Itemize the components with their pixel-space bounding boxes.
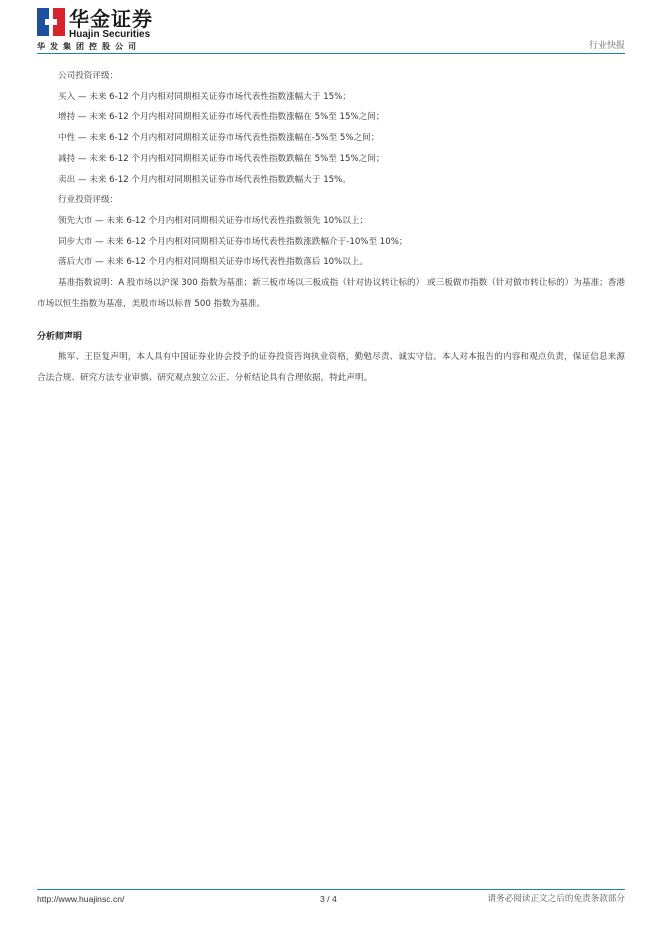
logo-subtitle: 华发集团控股公司 [37,42,141,51]
industry-rating-heading: 行业投资评级： [58,195,119,206]
rating-neutral: 中性 — 未来 6-12 个月内相对同期相关证券市场代表性指数涨幅在-5%至 5%之间； [58,133,380,144]
rating-market-perform: 同步大市 — 未来 6-12 个月内相对同期相关证券市场代表性指数涨跌幅介于-10%至 10%； [58,236,408,247]
huajin-logo-icon [37,8,65,36]
analyst-statement-title: 分析师声明 [37,332,83,343]
page-footer [37,893,625,905]
rating-overweight: 增持 — 未来 6-12 个月内相对同期相关证券市场代表性指数涨幅在 5%至 15%之间； [58,112,385,123]
rating-buy: 买入 — 未来 6-12 个月内相对同期相关证券市场代表性指数涨幅大于 15%； [58,91,351,102]
page-number: 3 / 4 [320,894,337,904]
footer-divider [37,889,625,890]
logo-chinese-name: 华金证券 [69,7,153,31]
header-divider [37,53,625,54]
rating-underperform: 落后大市 — 未来 6-12 个月内相对同期相关证券市场代表性指数落后 10%以上。 [58,257,369,268]
disclaimer-note: 请务必阅读正文之后的免责条款部分 [487,894,625,904]
benchmark-note: 基准指数说明：A 股市场以沪深 300 指数为基准；新三板市场以三板成指（针对协议转让标的） 或三板做市指数（针对做市转让标的）为基准；香港市场以恒生指数为基准，美股市场以标普 500 指数为基准。 [37,278,625,309]
rating-outperform: 领先大市 — 未来 6-12 个月内相对同期相关证券市场代表性指数领先 10%以上； [58,215,369,226]
page-content [37,66,625,389]
analyst-statement-body: 熊军、王臣复声明，本人具有中国证券业协会授予的证券投资咨询执业资格，勤勉尽责、诚实守信。本人对本报告的内容和观点负责，保证信息来源合法合规、研究方法专业审慎、研究观点独立公正、分析结论具有合理依据，特此声明。 [37,352,625,384]
rating-underweight: 减持 — 未来 6-12 个月内相对同期相关证券市场代表性指数跌幅在 5%至 15%之间； [58,153,385,164]
report-type-label: 行业快报 [588,41,625,51]
page-header [37,8,625,54]
company-rating-heading: 公司投资评级： [58,71,119,81]
logo-english-name: Huajin Securities [69,29,151,40]
rating-sell: 卖出 — 未来 6-12 个月内相对同期相关证券市场代表性指数跌幅大于 15%。 [58,174,351,185]
website-link[interactable]: http://www.huajinsc.cn/ [37,894,125,904]
